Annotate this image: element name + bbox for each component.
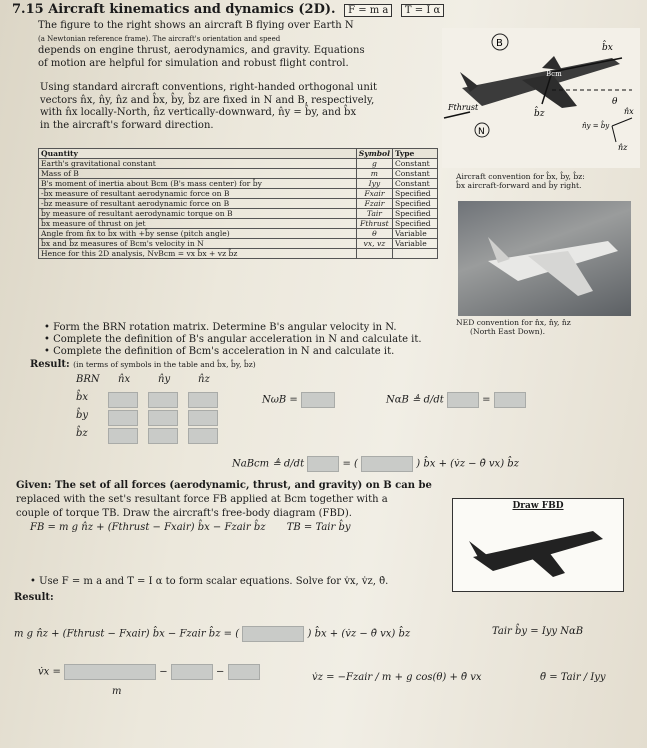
- problem-title: [12, 2, 444, 17]
- intro-line: of motion are helpful for simulation and robust flight control.: [38, 57, 349, 69]
- task-list: [44, 322, 422, 358]
- quantity-cell: Mass of B: [39, 169, 357, 179]
- vx-dot-label: v̇x =: [38, 666, 61, 678]
- quantity-cell: -b̂z measure of resultant aerodynamic force on B: [39, 199, 357, 209]
- omega-blank[interactable]: [301, 392, 335, 408]
- caption-line: (North East Down).: [470, 327, 546, 336]
- matrix-cell[interactable]: [188, 392, 218, 408]
- alpha-blank-1[interactable]: [447, 392, 479, 408]
- aircraft-caption: [456, 172, 636, 190]
- symbol-cell: Fthrust: [356, 219, 392, 229]
- type-cell: Constant: [393, 169, 438, 179]
- bx-label: b̂x: [602, 43, 613, 53]
- table-row: [39, 159, 438, 169]
- task-item: • Form the BRN rotation matrix. Determine B's angular velocity in N.: [44, 322, 422, 334]
- torque-eq-text: TB = Tair b̂y: [286, 522, 351, 533]
- intro-line: (a Newtonian reference frame). The aircraft's orientation and speed: [38, 34, 281, 43]
- vx-dot-denominator: m: [112, 686, 122, 697]
- nz-label: n̂z: [618, 143, 628, 152]
- symbol-cell: g: [356, 159, 392, 169]
- result-heading: [30, 359, 256, 370]
- accel-tail: ) b̂x + (v̇z − θ̇ vx) b̂z: [416, 458, 519, 470]
- convention-paragraph: [40, 82, 440, 132]
- alpha-equation: NαB ≜ d/dt =: [386, 392, 526, 408]
- accel-equation: NaBcm ≜ d/dt = ( ) b̂x + (v̇z − θ̇ vx) b̂z: [232, 456, 519, 472]
- type-cell: Specified: [393, 219, 438, 229]
- quantity-cell: b̂x measure of thrust on jet: [39, 219, 357, 229]
- result-note: (in terms of symbols in the table and b̂x, b̂y, b̂z): [73, 360, 256, 369]
- quantity-cell: B's moment of inertia about Bcm (B's mass center) for b̂y: [39, 179, 357, 189]
- alpha-derivative: d/dt: [423, 394, 444, 406]
- intro-line: Using standard aircraft conventions, right-handed orthogonal unit: [40, 82, 378, 93]
- fbd-aircraft: [453, 499, 623, 591]
- scalar-force-equation: m g n̂z + (Fthrust − Fxair) b̂x − Fzair b̂z = ( ) b̂x + (v̇z − θ̇ vx) b̂z: [14, 626, 410, 642]
- caption-line: b̂x aircraft-forward and b̂y right.: [456, 181, 582, 190]
- intro-line: vectors n̂x, n̂y, n̂z and b̂x, b̂y, b̂z are fixed in N and B, respectively,: [40, 94, 375, 106]
- given-line: Given: The set of all forces (aerodynamic, thrust, and gravity) on B can be: [16, 480, 432, 491]
- matrix-cell[interactable]: [148, 392, 178, 408]
- header-type: Type: [393, 149, 438, 159]
- vz-dot-rhs: −Fzair / m + g cos(θ) + θ̇ vx: [337, 672, 482, 683]
- quantity-cell: b̂y measure of resultant aerodynamic torque on B: [39, 209, 357, 219]
- intro-line: depends on engine thrust, aerodynamics, and gravity. Equations: [38, 45, 365, 57]
- scalar-lhs: m g n̂z + (Fthrust − Fxair) b̂x − Fzair b̂z =: [14, 628, 233, 640]
- symbol-cell: [356, 249, 392, 259]
- intro-line: The figure to the right shows an aircraft B flying over Earth N: [38, 20, 354, 31]
- alpha-label: NαB ≜: [386, 394, 421, 406]
- type-cell: Specified: [393, 209, 438, 219]
- type-cell: Constant: [393, 159, 438, 169]
- vz-dot-label: v̇z =: [312, 672, 335, 683]
- jet-photo-drawing: [458, 201, 631, 316]
- accel-blank-2[interactable]: [361, 456, 413, 472]
- header-quantity: Quantity: [39, 149, 357, 159]
- theta-ddot-rhs: Tair / Iyy: [560, 672, 606, 683]
- given-section: [16, 479, 448, 535]
- col-ny: n̂y: [158, 374, 171, 385]
- task-item: • Complete the definition of Bcm's acceleration in N and calculate it.: [44, 346, 422, 358]
- symbol-cell: m: [356, 169, 392, 179]
- omega-label: NωB =: [262, 394, 298, 406]
- accel-derivative: d/dt: [283, 458, 305, 470]
- ny-label: n̂y = b̂y: [582, 122, 610, 130]
- scalar-rhs: ) b̂x + (v̇z − θ̇ vx) b̂z: [307, 628, 411, 640]
- intro-line: with n̂x locally-North, n̂z vertically-downward, n̂y = b̂y, and b̂x: [40, 107, 357, 119]
- table-row: [39, 249, 438, 259]
- torque-badge: T = I α: [401, 4, 444, 17]
- thrust-label: Fthrust: [448, 103, 479, 112]
- quantity-cell: Hence for this 2D analysis, NvBcm = vx b̂x + vz b̂z: [39, 249, 357, 259]
- type-cell: Constant: [393, 179, 438, 189]
- ned-caption: [456, 318, 636, 336]
- bz-label: b̂z: [534, 109, 545, 119]
- table-row: [39, 169, 438, 179]
- quantity-cell: b̂x and b̂z measures of Bcm's velocity in N: [39, 239, 357, 249]
- col-nz: n̂z: [198, 374, 210, 385]
- force-eq-text: FB = m g n̂z + (Fthrust − Fxair) b̂x − Fzair b̂z: [30, 522, 266, 533]
- force-equation: [16, 521, 448, 535]
- matrix-cell[interactable]: [148, 410, 178, 426]
- fbd-box[interactable]: [452, 498, 624, 592]
- symbol-cell: θ: [356, 229, 392, 239]
- torque-rhs: Iyy NαB: [541, 626, 584, 637]
- theta-ddot-equation: [540, 672, 606, 683]
- torque-lhs: Tair b̂y =: [492, 626, 539, 637]
- given-line: couple of torque TB. Draw the aircraft's free-body diagram (FBD).: [16, 508, 352, 519]
- matrix-cell[interactable]: [188, 410, 218, 426]
- caption-line: Aircraft convention for b̂x, b̂y, b̂z:: [456, 172, 585, 181]
- jet-photo: [458, 201, 631, 316]
- frame-n-label: N: [478, 127, 485, 137]
- type-cell: Variable: [393, 239, 438, 249]
- quantity-cell: -b̂x measure of resultant aerodynamic force on B: [39, 189, 357, 199]
- accel-blank-1[interactable]: [307, 456, 339, 472]
- row-bx: b̂x: [76, 392, 89, 403]
- symbol-cell: Fxair: [356, 189, 392, 199]
- vz-dot-equation: [312, 672, 482, 683]
- scalar-result-label: Result:: [14, 592, 54, 603]
- matrix-cell[interactable]: [108, 410, 138, 426]
- task-item: • Complete the definition of B's angular acceleration in N and calculate it.: [44, 334, 422, 346]
- type-cell: Variable: [393, 229, 438, 239]
- given-line: replaced with the set's resultant force FB applied at Bcm together with a: [16, 494, 388, 505]
- vx-dot-blank-2[interactable]: [171, 664, 213, 680]
- caption-line: NED convention for n̂x, n̂y, n̂z: [456, 318, 571, 327]
- bcm-label: Bcm: [546, 70, 562, 78]
- table-row: [39, 189, 438, 199]
- col-nx: n̂x: [118, 374, 131, 385]
- theta-ddot-label: θ̈ =: [540, 672, 558, 683]
- symbol-cell: Fzair: [356, 199, 392, 209]
- table-row: [39, 229, 438, 239]
- vx-dot-equation: v̇x = − −: [38, 664, 260, 680]
- symbol-cell: Iyy: [356, 179, 392, 189]
- force-badge: F = m a: [344, 4, 392, 17]
- symbol-cell: vx, vz: [356, 239, 392, 249]
- matrix-label: BRN: [76, 374, 100, 385]
- frame-b-label: B: [496, 38, 503, 49]
- table-row: [39, 239, 438, 249]
- aircraft-diagram: [442, 28, 640, 168]
- intro-paragraph: [38, 20, 438, 70]
- type-cell: Specified: [393, 199, 438, 209]
- alpha-blank-2[interactable]: [494, 392, 526, 408]
- scalar-force-blank[interactable]: [242, 626, 304, 642]
- row-bz: b̂z: [76, 428, 88, 439]
- type-cell: [393, 249, 438, 259]
- quantity-cell: Earth's gravitational constant: [39, 159, 357, 169]
- intro-line: in the aircraft's forward direction.: [40, 119, 214, 131]
- quantity-cell: Angle from n̂x to b̂x with +b̂y sense (pitch angle): [39, 229, 357, 239]
- result-label: Result:: [30, 359, 70, 370]
- header-symbol: Symbol: [356, 149, 392, 159]
- accel-label: NaBcm ≜: [232, 458, 281, 470]
- omega-equation: [262, 392, 335, 408]
- scalar-torque-equation: [492, 626, 583, 637]
- matrix-cell[interactable]: [188, 428, 218, 444]
- table-row: [39, 219, 438, 229]
- matrix-cell[interactable]: [108, 428, 138, 444]
- matrix-cell[interactable]: [148, 428, 178, 444]
- vx-dot-blank-1[interactable]: [64, 664, 156, 680]
- matrix-cell[interactable]: [108, 392, 138, 408]
- quantity-table: [38, 148, 438, 259]
- row-by: b̂y: [76, 410, 89, 421]
- table-row: [39, 199, 438, 209]
- table-row: [39, 209, 438, 219]
- table-row: [39, 179, 438, 189]
- theta-label: θ: [612, 97, 618, 107]
- nx-label: n̂x: [624, 107, 634, 116]
- type-cell: Specified: [393, 189, 438, 199]
- scalar-instruction: • Use F = m a and T = I α to form scalar equations. Solve for v̇x, v̇z, θ̇.: [30, 576, 389, 587]
- symbol-cell: Tair: [356, 209, 392, 219]
- fbd-title: Draw FBD: [512, 501, 564, 511]
- table-header-row: [39, 149, 438, 159]
- vx-dot-blank-3[interactable]: [228, 664, 260, 680]
- title-text: 7.15 Aircraft kinematics and dynamics (2D).: [12, 2, 336, 17]
